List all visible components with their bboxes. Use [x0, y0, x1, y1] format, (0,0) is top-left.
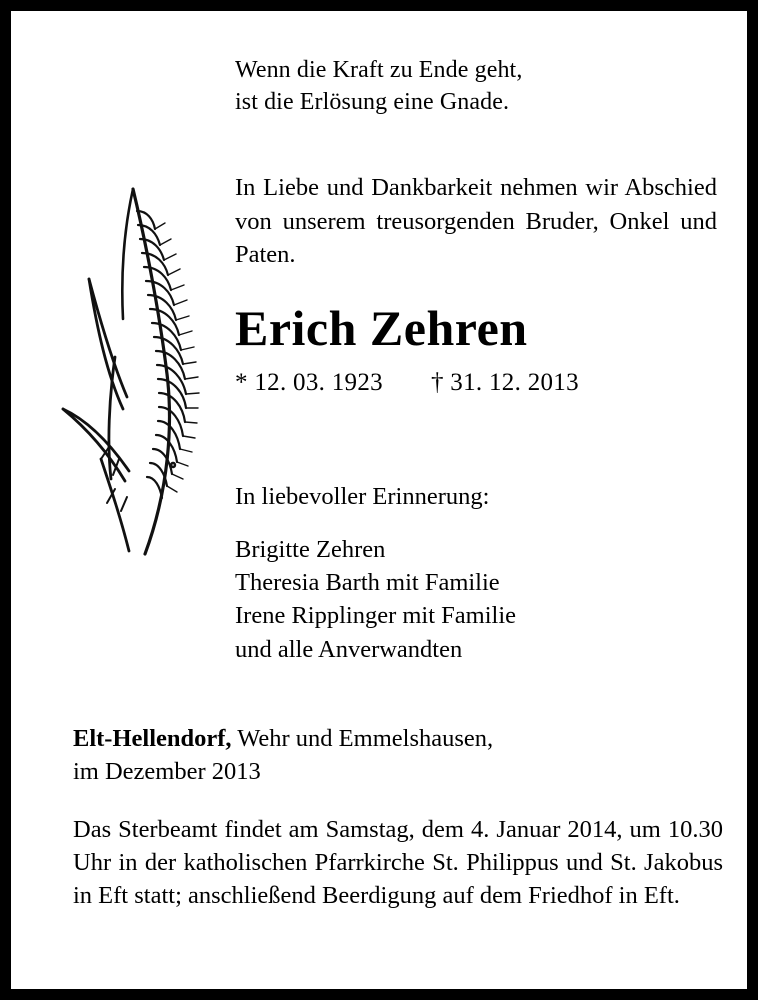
- wheat-ear-icon: [49, 159, 219, 579]
- birth-date: * 12. 03. 1923: [235, 368, 383, 396]
- place-secondary: Wehr und Emmelshausen,: [237, 724, 494, 752]
- place-date-block: [73, 722, 695, 789]
- life-dates: [235, 369, 695, 397]
- place-primary: Elt-Hellendorf,: [73, 724, 232, 752]
- notice-date: im Dezember 2013: [73, 758, 261, 786]
- list-item: Irene Ripplinger mit Familie: [235, 602, 517, 630]
- quote-block: [235, 55, 695, 119]
- intro-block: [235, 171, 717, 272]
- list-item: Theresia Barth mit Familie: [235, 569, 500, 597]
- quote-line-1: Wenn die Kraft zu Ende geht,: [235, 57, 523, 83]
- notice-inner: [11, 11, 747, 989]
- service-details: Das Sterbeamt findet am Samstag, dem 4. Januar 2014, um 10.30 Uhr in der katholischen Pfarrkirche St. Philippus und St. Jakobus in Eft statt; anschließend Beerdigung auf dem Friedhof in Eft.: [73, 815, 723, 910]
- deceased-name: Erich Zehren: [235, 300, 528, 357]
- memory-heading: In liebevoller Erinnerung:: [235, 482, 490, 510]
- place-line: [73, 722, 695, 755]
- list-item: Brigitte Zehren: [235, 535, 386, 563]
- intro-text: In Liebe und Dankbarkeit nehmen wir Abschied von unserem treusorgenden Bruder, Onkel und Paten.: [235, 173, 717, 269]
- survivors-list: [235, 533, 695, 666]
- death-date: † 31. 12. 2013: [430, 368, 579, 396]
- list-item: und alle Anverwandten: [235, 635, 463, 663]
- quote-line-2: ist die Erlösung eine Gnade.: [235, 88, 510, 115]
